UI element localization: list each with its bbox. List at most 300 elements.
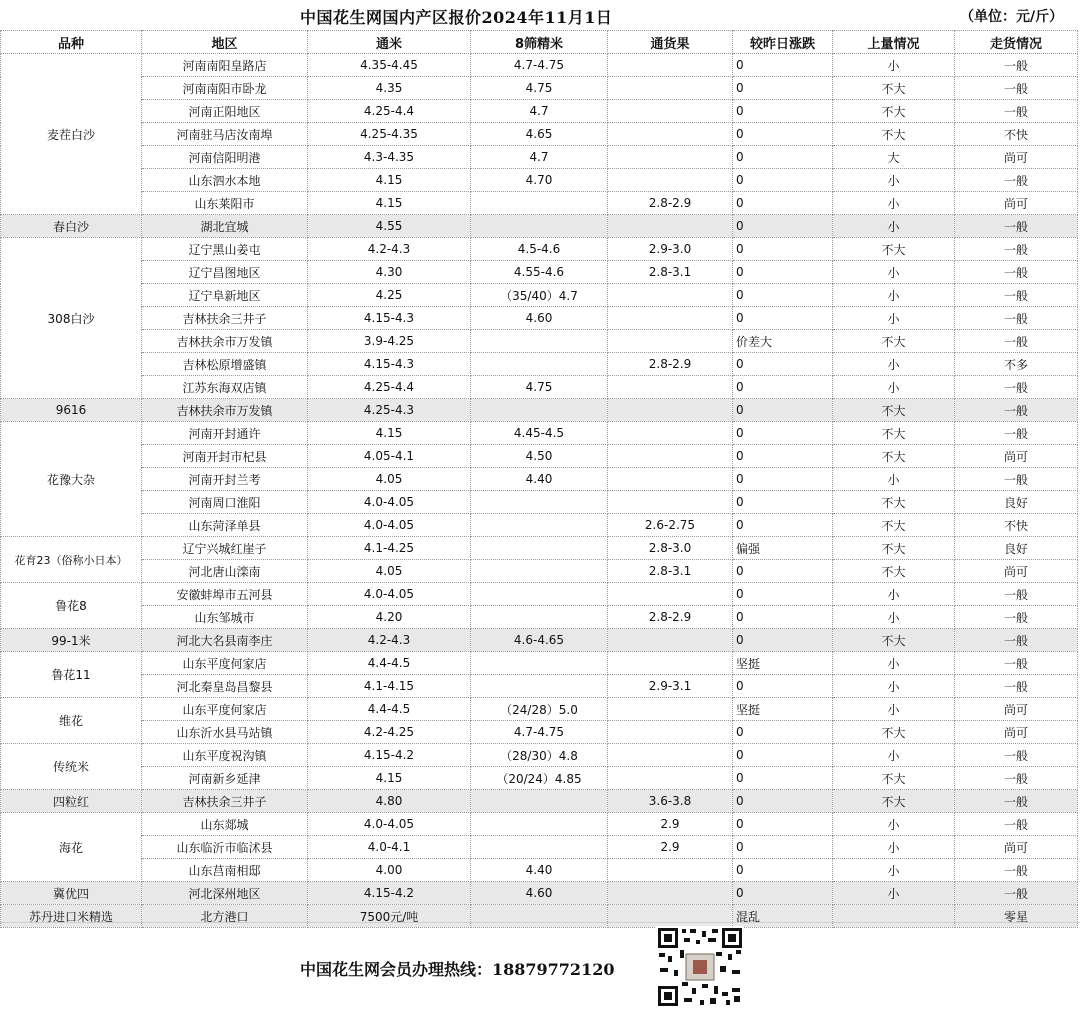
- cell-demand: 一般: [955, 629, 1078, 652]
- cell-change: 0: [733, 445, 833, 468]
- cell-change: 0: [733, 468, 833, 491]
- cell-change: 0: [733, 353, 833, 376]
- cell-supply: 小: [833, 813, 955, 836]
- cell-8sieve: （20/24）4.85: [471, 767, 608, 790]
- cell-tongmi: 4.25: [308, 284, 471, 307]
- price-table: [0, 30, 1078, 928]
- table-row: [1, 675, 1078, 698]
- cell-8sieve: 4.70: [471, 169, 608, 192]
- cell-supply: 小: [833, 882, 955, 905]
- cell-supply: 小: [833, 54, 955, 77]
- cell-demand: 尚可: [955, 192, 1078, 215]
- cell-demand: 零星: [955, 905, 1078, 928]
- cell-supply: 不大: [833, 445, 955, 468]
- table-row: [1, 261, 1078, 284]
- cell-8sieve: 4.7: [471, 100, 608, 123]
- cell-shell: [608, 882, 733, 905]
- cell-8sieve: （28/30）4.8: [471, 744, 608, 767]
- cell-8sieve: [471, 330, 608, 353]
- cell-tongmi: 4.2-4.25: [308, 721, 471, 744]
- cell-supply: 不大: [833, 491, 955, 514]
- table-row: [1, 123, 1078, 146]
- cell-region: 吉林扶余三井子: [142, 307, 308, 330]
- cell-8sieve: （24/28）5.0: [471, 698, 608, 721]
- qr-code-icon: [656, 926, 744, 1008]
- cell-demand: 尚可: [955, 721, 1078, 744]
- cell-demand: 尚可: [955, 836, 1078, 859]
- cell-change: 0: [733, 215, 833, 238]
- table-row: [1, 698, 1078, 721]
- cell-tongmi: 4.25-4.4: [308, 376, 471, 399]
- cell-variety: 四粒红: [1, 790, 142, 813]
- table-row: [1, 491, 1078, 514]
- cell-change: 0: [733, 836, 833, 859]
- header-shell: 通货果: [608, 31, 733, 54]
- cell-supply: 不大: [833, 790, 955, 813]
- table-row: [1, 606, 1078, 629]
- cell-shell: [608, 330, 733, 353]
- title-bar: [0, 0, 1080, 30]
- cell-shell: [608, 123, 733, 146]
- cell-supply: 小: [833, 376, 955, 399]
- cell-variety: 花豫大杂: [1, 422, 142, 537]
- cell-demand: 一般: [955, 169, 1078, 192]
- cell-variety: 麦茬白沙: [1, 54, 142, 215]
- cell-demand: 一般: [955, 330, 1078, 353]
- table-row: [1, 790, 1078, 813]
- cell-shell: [608, 698, 733, 721]
- cell-region: 辽宁阜新地区: [142, 284, 308, 307]
- cell-supply: 小: [833, 606, 955, 629]
- cell-8sieve: 4.60: [471, 307, 608, 330]
- cell-supply: 不大: [833, 100, 955, 123]
- cell-region: 江苏东海双店镇: [142, 376, 308, 399]
- cell-tongmi: 4.1-4.25: [308, 537, 471, 560]
- cell-region: 山东平度何家店: [142, 652, 308, 675]
- cell-change: 0: [733, 583, 833, 606]
- cell-region: 河南开封市杞县: [142, 445, 308, 468]
- cell-8sieve: 4.45-4.5: [471, 422, 608, 445]
- cell-shell: 2.8-3.1: [608, 261, 733, 284]
- cell-shell: 2.8-3.0: [608, 537, 733, 560]
- cell-tongmi: 4.0-4.1: [308, 836, 471, 859]
- cell-tongmi: 4.15: [308, 169, 471, 192]
- cell-demand: 尚可: [955, 698, 1078, 721]
- cell-tongmi: 4.0-4.05: [308, 491, 471, 514]
- cell-8sieve: 4.40: [471, 859, 608, 882]
- cell-demand: 一般: [955, 583, 1078, 606]
- header-8sieve: 8筛精米: [471, 31, 608, 54]
- cell-shell: 3.6-3.8: [608, 790, 733, 813]
- cell-shell: [608, 652, 733, 675]
- cell-demand: 一般: [955, 606, 1078, 629]
- table-row: [1, 146, 1078, 169]
- cell-demand: 尚可: [955, 445, 1078, 468]
- cell-supply: 小: [833, 652, 955, 675]
- cell-region: 山东菏泽单县: [142, 514, 308, 537]
- cell-8sieve: [471, 514, 608, 537]
- table-row: [1, 422, 1078, 445]
- cell-tongmi: 4.20: [308, 606, 471, 629]
- table-row: [1, 353, 1078, 376]
- cell-change: 0: [733, 169, 833, 192]
- table-row: [1, 905, 1078, 928]
- cell-change: 0: [733, 859, 833, 882]
- cell-supply: 小: [833, 468, 955, 491]
- cell-change: 0: [733, 238, 833, 261]
- cell-supply: 不大: [833, 330, 955, 353]
- cell-supply: 不大: [833, 514, 955, 537]
- cell-8sieve: 4.40: [471, 468, 608, 491]
- cell-shell: 2.8-2.9: [608, 353, 733, 376]
- cell-supply: 大: [833, 146, 955, 169]
- cell-variety: 冀优四: [1, 882, 142, 905]
- cell-supply: 不大: [833, 77, 955, 100]
- cell-supply: 小: [833, 675, 955, 698]
- cell-shell: [608, 399, 733, 422]
- cell-8sieve: [471, 491, 608, 514]
- cell-demand: 一般: [955, 399, 1078, 422]
- cell-change: 0: [733, 767, 833, 790]
- table-row: [1, 744, 1078, 767]
- cell-tongmi: 4.15-4.2: [308, 882, 471, 905]
- table-row: [1, 169, 1078, 192]
- cell-supply: 小: [833, 744, 955, 767]
- cell-change: 0: [733, 560, 833, 583]
- cell-demand: 一般: [955, 859, 1078, 882]
- cell-8sieve: [471, 399, 608, 422]
- header-change: 较昨日涨跌: [733, 31, 833, 54]
- cell-region: 河北大名县南李庄: [142, 629, 308, 652]
- table-row: [1, 560, 1078, 583]
- cell-supply: 不大: [833, 537, 955, 560]
- cell-change: 0: [733, 514, 833, 537]
- cell-demand: 一般: [955, 284, 1078, 307]
- table-row: [1, 399, 1078, 422]
- cell-region: 山东平度祝沟镇: [142, 744, 308, 767]
- cell-region: 山东平度何家店: [142, 698, 308, 721]
- cell-8sieve: [471, 192, 608, 215]
- cell-change: 0: [733, 422, 833, 445]
- cell-region: 辽宁兴城红崖子: [142, 537, 308, 560]
- cell-8sieve: 4.7-4.75: [471, 721, 608, 744]
- cell-tongmi: 4.05-4.1: [308, 445, 471, 468]
- table-row: [1, 652, 1078, 675]
- cell-variety: 传统米: [1, 744, 142, 790]
- cell-demand: 一般: [955, 744, 1078, 767]
- table-row: [1, 54, 1078, 77]
- cell-change: 0: [733, 721, 833, 744]
- table-row: [1, 859, 1078, 882]
- cell-shell: [608, 859, 733, 882]
- cell-region: 山东临沂市临沭县: [142, 836, 308, 859]
- cell-demand: 不快: [955, 514, 1078, 537]
- cell-demand: 一般: [955, 882, 1078, 905]
- cell-region: 河南驻马店汝南埠: [142, 123, 308, 146]
- cell-shell: [608, 468, 733, 491]
- cell-tongmi: 4.0-4.05: [308, 514, 471, 537]
- cell-variety: 花育23（俗称小日本）: [1, 537, 142, 583]
- cell-8sieve: [471, 583, 608, 606]
- cell-region: 湖北宜城: [142, 215, 308, 238]
- cell-8sieve: [471, 905, 608, 928]
- cell-8sieve: 4.75: [471, 376, 608, 399]
- cell-change: 0: [733, 606, 833, 629]
- table-row: [1, 284, 1078, 307]
- cell-change: 0: [733, 813, 833, 836]
- cell-change: 0: [733, 146, 833, 169]
- cell-8sieve: 4.7: [471, 146, 608, 169]
- cell-8sieve: 4.5-4.6: [471, 238, 608, 261]
- cell-region: 山东莒南相邸: [142, 859, 308, 882]
- cell-demand: 一般: [955, 790, 1078, 813]
- cell-8sieve: 4.7-4.75: [471, 54, 608, 77]
- cell-demand: 一般: [955, 77, 1078, 100]
- cell-change: 0: [733, 629, 833, 652]
- cell-change: 偏强: [733, 537, 833, 560]
- cell-tongmi: 4.3-4.35: [308, 146, 471, 169]
- cell-variety: 鲁花11: [1, 652, 142, 698]
- cell-shell: 2.9-3.1: [608, 675, 733, 698]
- table-row: [1, 468, 1078, 491]
- cell-region: 河南开封兰考: [142, 468, 308, 491]
- cell-change: 0: [733, 192, 833, 215]
- cell-supply: 不大: [833, 238, 955, 261]
- cell-change: 0: [733, 54, 833, 77]
- cell-variety: 海花: [1, 813, 142, 882]
- cell-tongmi: 4.05: [308, 560, 471, 583]
- cell-8sieve: [471, 675, 608, 698]
- cell-demand: 一般: [955, 422, 1078, 445]
- header-demand: 走货情况: [955, 31, 1078, 54]
- header-region: 地区: [142, 31, 308, 54]
- cell-region: 河南信阳明港: [142, 146, 308, 169]
- cell-supply: 小: [833, 192, 955, 215]
- table-row: [1, 721, 1078, 744]
- cell-shell: [608, 146, 733, 169]
- cell-change: 0: [733, 790, 833, 813]
- cell-demand: 一般: [955, 675, 1078, 698]
- cell-8sieve: 4.60: [471, 882, 608, 905]
- cell-region: 山东沂水县马站镇: [142, 721, 308, 744]
- cell-8sieve: [471, 813, 608, 836]
- cell-change: 价差大: [733, 330, 833, 353]
- cell-tongmi: 4.05: [308, 468, 471, 491]
- cell-demand: 一般: [955, 261, 1078, 284]
- cell-shell: [608, 376, 733, 399]
- header-tongmi: 通米: [308, 31, 471, 54]
- cell-supply: 不大: [833, 560, 955, 583]
- cell-shell: [608, 629, 733, 652]
- table-row: [1, 537, 1078, 560]
- cell-change: 0: [733, 675, 833, 698]
- cell-tongmi: 4.15-4.3: [308, 307, 471, 330]
- cell-8sieve: 4.65: [471, 123, 608, 146]
- cell-demand: 一般: [955, 54, 1078, 77]
- cell-change: 0: [733, 284, 833, 307]
- cell-supply: 小: [833, 698, 955, 721]
- cell-change: 0: [733, 261, 833, 284]
- cell-tongmi: 4.0-4.05: [308, 813, 471, 836]
- cell-change: 0: [733, 77, 833, 100]
- cell-tongmi: 4.15: [308, 192, 471, 215]
- cell-tongmi: 4.55: [308, 215, 471, 238]
- cell-shell: 2.8-3.1: [608, 560, 733, 583]
- cell-region: 河南新乡延津: [142, 767, 308, 790]
- hotline-text: 中国花生网会员办理热线：18879772120: [300, 960, 615, 979]
- cell-8sieve: [471, 836, 608, 859]
- cell-supply: 不大: [833, 123, 955, 146]
- cell-tongmi: 4.1-4.15: [308, 675, 471, 698]
- cell-tongmi: 4.15-4.2: [308, 744, 471, 767]
- cell-region: 河北秦皇岛昌黎县: [142, 675, 308, 698]
- cell-region: 山东郯城: [142, 813, 308, 836]
- cell-demand: 一般: [955, 100, 1078, 123]
- cell-8sieve: [471, 606, 608, 629]
- table-row: [1, 583, 1078, 606]
- table-row: [1, 376, 1078, 399]
- cell-shell: [608, 422, 733, 445]
- cell-demand: 良好: [955, 537, 1078, 560]
- cell-demand: 一般: [955, 767, 1078, 790]
- cell-variety: 春白沙: [1, 215, 142, 238]
- cell-shell: 2.9: [608, 813, 733, 836]
- header-variety: 品种: [1, 31, 142, 54]
- table-row: [1, 192, 1078, 215]
- cell-shell: [608, 905, 733, 928]
- footer-divider: [0, 922, 1080, 923]
- cell-8sieve: [471, 790, 608, 813]
- cell-supply: 小: [833, 353, 955, 376]
- table-row: [1, 813, 1078, 836]
- cell-region: 山东泗水本地: [142, 169, 308, 192]
- cell-tongmi: 4.35-4.45: [308, 54, 471, 77]
- cell-variety: 苏丹进口米精选: [1, 905, 142, 928]
- cell-region: 河南南阳市卧龙: [142, 77, 308, 100]
- cell-tongmi: 4.0-4.05: [308, 583, 471, 606]
- cell-region: 北方港口: [142, 905, 308, 928]
- cell-change: 0: [733, 307, 833, 330]
- cell-shell: [608, 721, 733, 744]
- cell-demand: 不快: [955, 123, 1078, 146]
- cell-shell: [608, 445, 733, 468]
- cell-change: 0: [733, 376, 833, 399]
- cell-supply: 不大: [833, 767, 955, 790]
- cell-region: 辽宁昌图地区: [142, 261, 308, 284]
- table-row: [1, 629, 1078, 652]
- cell-shell: [608, 583, 733, 606]
- cell-demand: 一般: [955, 376, 1078, 399]
- table-row: [1, 882, 1078, 905]
- cell-supply: 小: [833, 169, 955, 192]
- cell-region: 河北深州地区: [142, 882, 308, 905]
- cell-8sieve: [471, 560, 608, 583]
- cell-8sieve: [471, 353, 608, 376]
- cell-shell: [608, 77, 733, 100]
- cell-demand: 尚可: [955, 146, 1078, 169]
- cell-demand: 一般: [955, 652, 1078, 675]
- cell-supply: 不大: [833, 721, 955, 744]
- cell-supply: 不大: [833, 422, 955, 445]
- cell-shell: 2.9-3.0: [608, 238, 733, 261]
- cell-supply: 小: [833, 284, 955, 307]
- cell-variety: 308白沙: [1, 238, 142, 399]
- table-row: [1, 514, 1078, 537]
- cell-region: 吉林松原增盛镇: [142, 353, 308, 376]
- cell-variety: 鲁花8: [1, 583, 142, 629]
- cell-region: 河北唐山滦南: [142, 560, 308, 583]
- cell-change: 坚挺: [733, 652, 833, 675]
- price-table-body: [1, 54, 1078, 928]
- cell-change: 0: [733, 491, 833, 514]
- cell-region: 吉林扶余市万发镇: [142, 399, 308, 422]
- cell-supply: 不大: [833, 629, 955, 652]
- cell-region: 安徽蚌埠市五河县: [142, 583, 308, 606]
- cell-region: 河南周口淮阳: [142, 491, 308, 514]
- cell-tongmi: 4.15: [308, 767, 471, 790]
- table-row: [1, 445, 1078, 468]
- cell-8sieve: 4.50: [471, 445, 608, 468]
- cell-tongmi: 4.4-4.5: [308, 652, 471, 675]
- cell-supply: 小: [833, 859, 955, 882]
- cell-shell: [608, 307, 733, 330]
- cell-shell: 2.8-2.9: [608, 606, 733, 629]
- cell-shell: 2.9: [608, 836, 733, 859]
- cell-shell: 2.6-2.75: [608, 514, 733, 537]
- cell-supply: 小: [833, 583, 955, 606]
- cell-variety: 维花: [1, 698, 142, 744]
- table-row: [1, 836, 1078, 859]
- cell-8sieve: [471, 537, 608, 560]
- cell-8sieve: 4.55-4.6: [471, 261, 608, 284]
- cell-shell: [608, 767, 733, 790]
- cell-tongmi: 3.9-4.25: [308, 330, 471, 353]
- cell-change: 坚挺: [733, 698, 833, 721]
- cell-region: 山东邹城市: [142, 606, 308, 629]
- page-title: 中国花生网国内产区报价2024年11月1日: [300, 8, 613, 27]
- cell-variety: 9616: [1, 399, 142, 422]
- cell-variety: 99-1米: [1, 629, 142, 652]
- cell-shell: [608, 54, 733, 77]
- cell-shell: [608, 744, 733, 767]
- cell-region: 河南正阳地区: [142, 100, 308, 123]
- cell-shell: [608, 284, 733, 307]
- cell-region: 辽宁黑山姜屯: [142, 238, 308, 261]
- cell-tongmi: 4.2-4.3: [308, 629, 471, 652]
- cell-8sieve: [471, 215, 608, 238]
- cell-supply: 小: [833, 307, 955, 330]
- cell-8sieve: [471, 652, 608, 675]
- cell-change: 混乱: [733, 905, 833, 928]
- cell-demand: 良好: [955, 491, 1078, 514]
- cell-tongmi: 4.25-4.4: [308, 100, 471, 123]
- cell-tongmi: 7500元/吨: [308, 905, 471, 928]
- cell-shell: [608, 215, 733, 238]
- header-supply: 上量情况: [833, 31, 955, 54]
- table-row: [1, 100, 1078, 123]
- table-row: [1, 330, 1078, 353]
- cell-shell: [608, 169, 733, 192]
- cell-change: 0: [733, 100, 833, 123]
- cell-tongmi: 4.15: [308, 422, 471, 445]
- cell-8sieve: 4.75: [471, 77, 608, 100]
- cell-supply: 小: [833, 261, 955, 284]
- cell-shell: [608, 491, 733, 514]
- cell-tongmi: 4.25-4.3: [308, 399, 471, 422]
- cell-demand: 尚可: [955, 560, 1078, 583]
- cell-demand: 一般: [955, 238, 1078, 261]
- header-row: [1, 31, 1078, 54]
